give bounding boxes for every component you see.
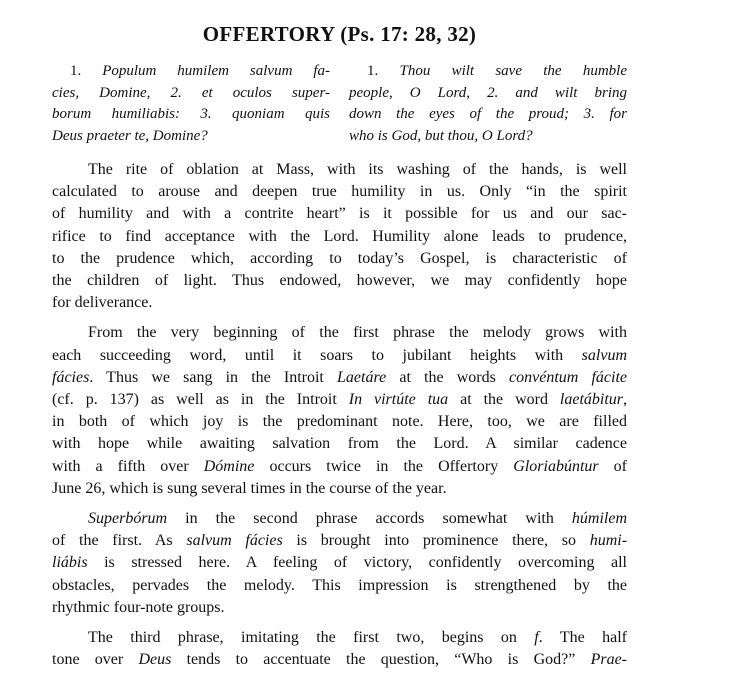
text-line: rhythmic four-note groups.	[52, 598, 225, 616]
english-line: people, O Lord, 2. and wilt bring	[349, 84, 627, 101]
commentary	[52, 159, 627, 671]
text-line: liábis is stressed here. A feeling of victory, confidently overcoming all	[52, 554, 627, 572]
english-line: 1. Thou wilt save the humble	[367, 63, 627, 79]
paragraph	[52, 322, 627, 500]
text-line: Superbórum in the second phrase accords somewhat with húmilem	[88, 510, 627, 528]
text-line: in both of which joy is the predominant note. Here, too, we are filled	[52, 413, 627, 431]
text-line: rifice to find acceptance with the Lord. Humility alone leads to prudence,	[52, 227, 627, 245]
text-line: with hope while awaiting salvation from the Lord. A similar cadence	[52, 435, 627, 453]
text-line: fácies. Thus we sang in the Introit Laetáre at the words convéntum fácite	[52, 368, 628, 386]
text-line: (cf. p. 137) as well as in the Introit In virtúte tua at the word laetábitur,	[52, 391, 627, 409]
english-line: who is God, but thou, O Lord?	[349, 127, 533, 144]
latin-column	[52, 61, 330, 147]
paragraph	[52, 508, 627, 619]
text-line: The third phrase, imitating the first two, begins on f. The half	[88, 629, 628, 647]
text-line: tone over Deus tends to accentuate the question, “Who is God?” Prae-	[52, 651, 627, 669]
latin-line: 1. Populum humilem salvum fa-	[70, 63, 331, 79]
paragraph	[52, 627, 627, 671]
text-line: The rite of oblation at Mass, with its washing of the hands, is well	[88, 161, 627, 178]
latin-line: borum humiliabis: 3. quoniam quis	[52, 106, 330, 122]
text-line: each succeeding word, until it soars to jubilant heights with salvum	[52, 346, 627, 364]
english-column	[349, 61, 627, 147]
paragraph	[52, 159, 627, 314]
text-line: for deliverance.	[52, 294, 153, 312]
text-line: of humility and with a contrite heart” is it possible for us and our sac-	[52, 205, 627, 223]
latin-line: Deus praeter te, Domine?	[52, 127, 208, 144]
text-line: the children of light. Thus endowed, however, we may confidently hope	[52, 272, 627, 290]
text-line: of the first. As salvum fácies is brought into prominence there, so humi-	[52, 532, 628, 550]
text-line: to the prudence which, according to today’s Gospel, is characteristic of	[52, 249, 627, 267]
text-line: obstacles, pervades the melody. This impression is strengthened by the	[52, 576, 627, 594]
text-line: From the very beginning of the first phrase the melody grows with	[88, 324, 627, 342]
page	[52, 22, 627, 679]
parallel-text	[52, 61, 627, 147]
text-line: with a fifth over Dómine occurs twice in the Offertory Gloriabúntur of	[52, 457, 627, 475]
english-line: down the eyes of the proud; 3. for	[349, 106, 627, 122]
latin-line: cies, Domine, 2. et oculos super-	[52, 84, 330, 101]
page-title: OFFERTORY (Ps. 17: 28, 32)	[202, 22, 477, 46]
text-line: June 26, which is sung several times in the course of the year.	[52, 479, 447, 497]
text-line: calculated to arouse and deepen true humility in us. Only “in the spirit	[52, 183, 627, 201]
